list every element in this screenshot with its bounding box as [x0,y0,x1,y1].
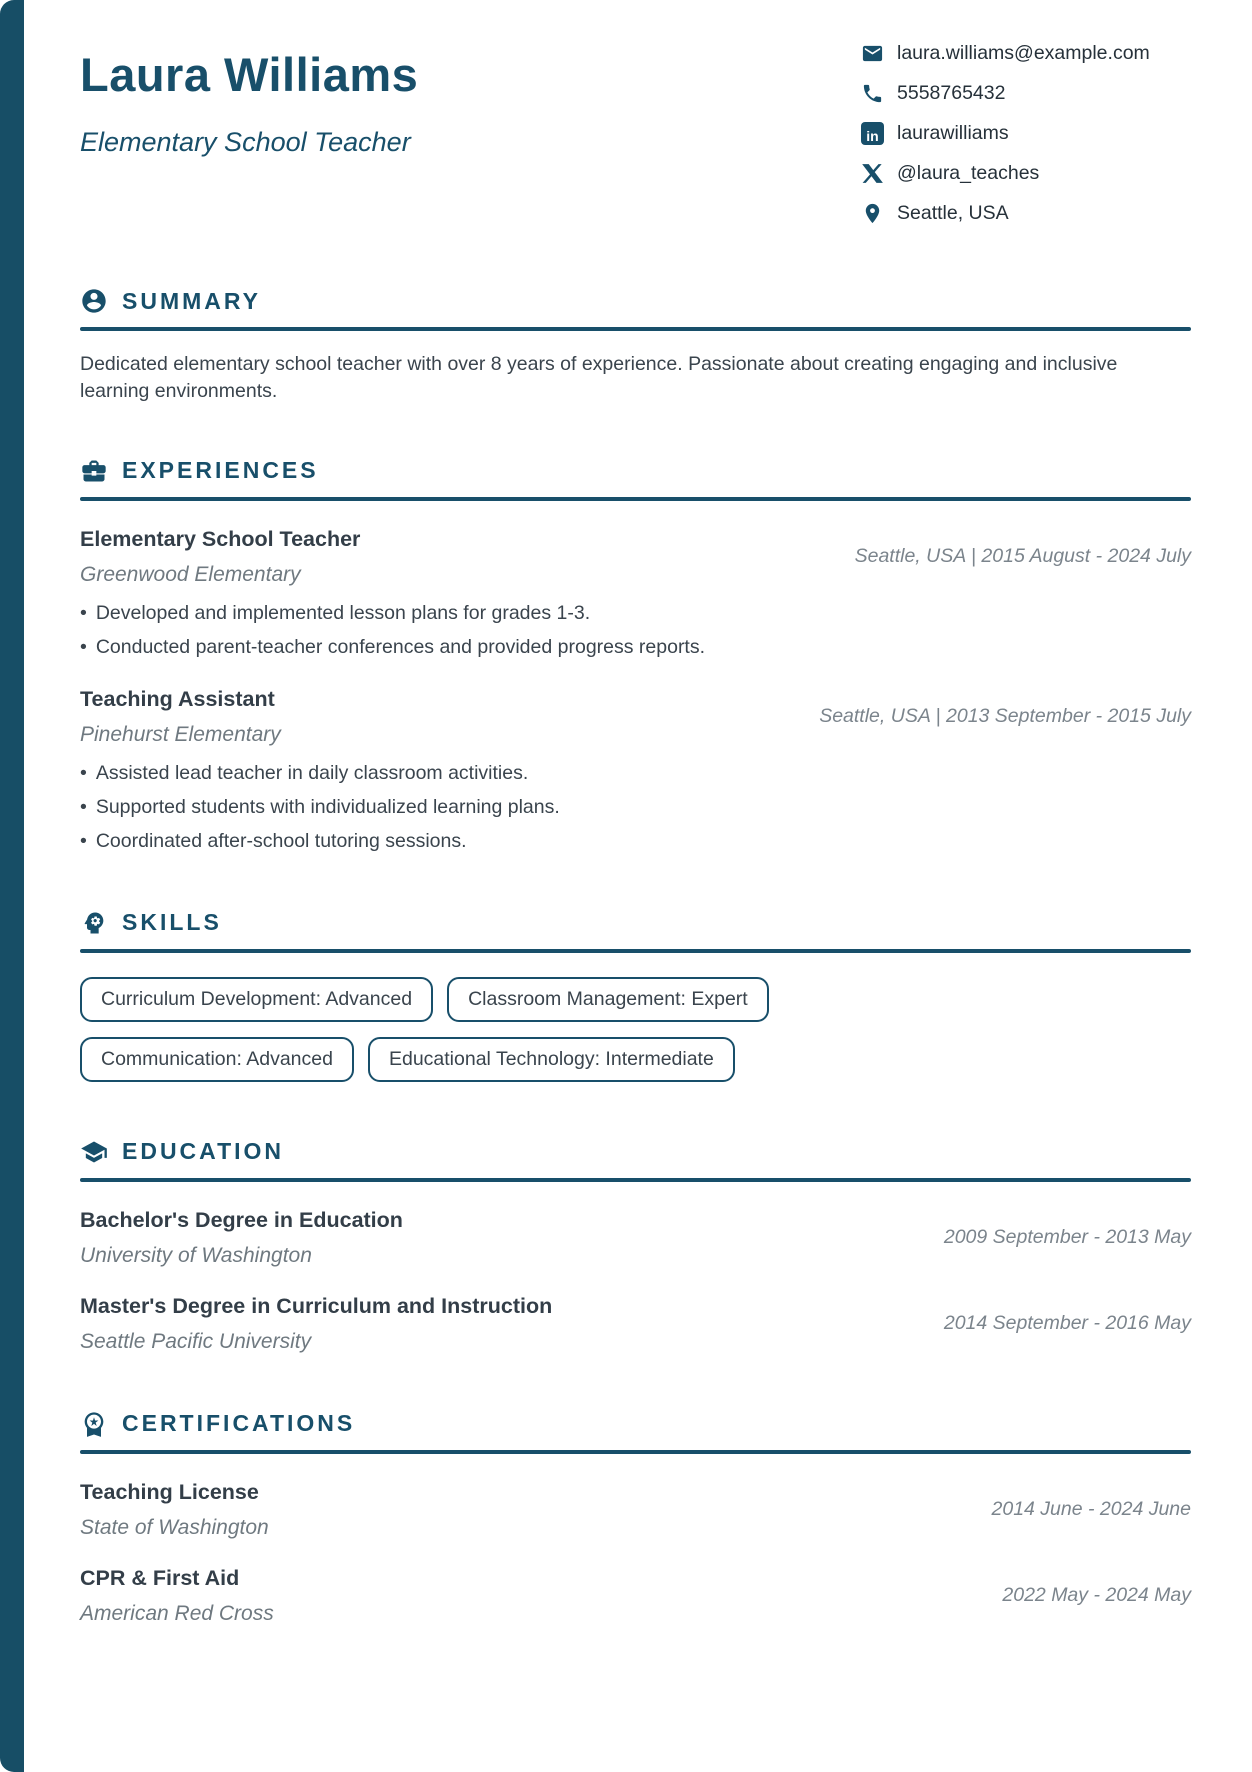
experience-company: Greenwood Elementary [80,562,301,586]
education-entry-header [80,1208,1191,1268]
experience-location-dates: Seattle, USA | 2015 August - 2024 July [854,545,1191,568]
candidate-job-title: Elementary School Teacher [80,127,411,158]
experience-bullet: • Coordinated after-school tutoring sessions. [80,829,1191,854]
education-section-title: EDUCATION [122,1138,285,1165]
psychology-icon [80,909,108,937]
skill-chip-list [80,977,840,1082]
education-dates: 2009 September - 2013 May [943,1226,1191,1249]
contact-phone [861,82,1191,105]
linkedin-value: laurawilliams [897,122,1009,144]
experiences-section [80,457,1191,855]
section-divider [80,327,1191,331]
experience-bullet: • Conducted parent-teacher conferences and provided progress reports. [80,635,1191,660]
certification-dates: 2022 May - 2024 May [1002,1584,1191,1607]
contact-location [861,202,1191,225]
skill-chip: Educational Technology: Intermediate [368,1037,735,1082]
skills-section-title: SKILLS [122,909,222,936]
experience-bullets [80,761,1191,855]
section-divider [80,1178,1191,1182]
contact-x [861,162,1191,185]
experience-bullet: • Assisted lead teacher in daily classroom activities. [80,761,1191,786]
contact-email [861,42,1191,65]
x-icon [861,162,884,185]
linkedin-icon: in [861,122,884,145]
identity-block [80,40,418,158]
certifications-section-head [80,1410,1191,1438]
experiences-section-title: EXPERIENCES [122,457,319,484]
certification-entry-header [80,1566,1191,1626]
education-item [80,1294,1191,1354]
skills-section [80,909,1191,1082]
education-item [80,1208,1191,1268]
education-entry-left [80,1208,403,1268]
education-entry-left [80,1294,552,1354]
phone-icon [861,82,884,105]
certification-name: CPR & First Aid [80,1565,240,1590]
phone-value: 5558765432 [897,82,1006,104]
header [80,40,1191,225]
certification-entry-left [80,1480,269,1540]
experience-bullets [80,601,1191,661]
education-degree: Bachelor's Degree in Education [80,1207,403,1232]
certifications-section [80,1410,1191,1626]
person-circle-icon [80,287,108,315]
summary-section-head [80,287,1191,315]
experience-bullet: • Developed and implemented lesson plans for grades 1-3. [80,601,1191,626]
briefcase-icon [80,457,108,485]
x-handle-value: @laura_teaches [897,162,1040,184]
candidate-name: Laura Williams [80,48,419,101]
experience-location-dates: Seattle, USA | 2013 September - 2015 July [819,705,1191,727]
skills-section-head [80,909,1191,937]
education-dates: 2014 September - 2016 May [943,1312,1191,1335]
education-entry-header [80,1294,1191,1354]
certification-issuer: American Red Cross [80,1601,274,1625]
certification-name: Teaching License [80,1479,259,1504]
summary-text: Dedicated elementary school teacher with over 8 years of experience. Passionate about creating engaging and inclusive learning environments. [80,353,1118,402]
experience-entry-left [80,527,360,587]
certification-entry-left [80,1566,274,1626]
experience-role: Teaching Assistant [80,686,275,711]
experience-bullet: • Supported students with individualized learning plans. [80,795,1191,820]
resume-content [24,0,1252,1772]
section-divider [80,497,1191,501]
accent-side-bar [0,0,24,1772]
location-icon [861,202,884,225]
contact-list [861,42,1191,225]
certificate-icon [80,1410,108,1438]
education-section-head [80,1138,1191,1166]
experience-entry-header [80,527,1191,587]
section-divider [80,949,1191,953]
education-degree: Master's Degree in Curriculum and Instruction [80,1293,553,1318]
experience-entry-header [80,687,1191,747]
certification-dates: 2014 June - 2024 June [991,1498,1191,1521]
experience-entry-left [80,687,281,747]
email-icon [861,42,884,65]
certification-item [80,1480,1191,1540]
skill-chip: Communication: Advanced [80,1037,354,1082]
education-school: Seattle Pacific University [80,1329,312,1353]
experiences-section-head [80,457,1191,485]
experience-item [80,687,1191,855]
contact-linkedin [861,122,1191,145]
certification-issuer: State of Washington [80,1515,269,1539]
education-section [80,1138,1191,1354]
skill-chip: Curriculum Development: Advanced [80,977,433,1022]
email-value: laura.williams@example.com [897,42,1150,64]
summary-section [80,287,1191,405]
skill-chip: Classroom Management: Expert [447,977,769,1022]
experience-role: Elementary School Teacher [80,526,361,551]
certifications-section-title: CERTIFICATIONS [122,1410,356,1437]
location-value: Seattle, USA [897,202,1009,224]
section-divider [80,1450,1191,1454]
certification-entry-header [80,1480,1191,1540]
summary-section-title: SUMMARY [122,287,261,314]
certification-item [80,1566,1191,1626]
education-school: University of Washington [80,1243,312,1267]
experience-company: Pinehurst Elementary [80,722,281,746]
experience-item [80,527,1191,661]
graduation-cap-icon [80,1138,108,1166]
